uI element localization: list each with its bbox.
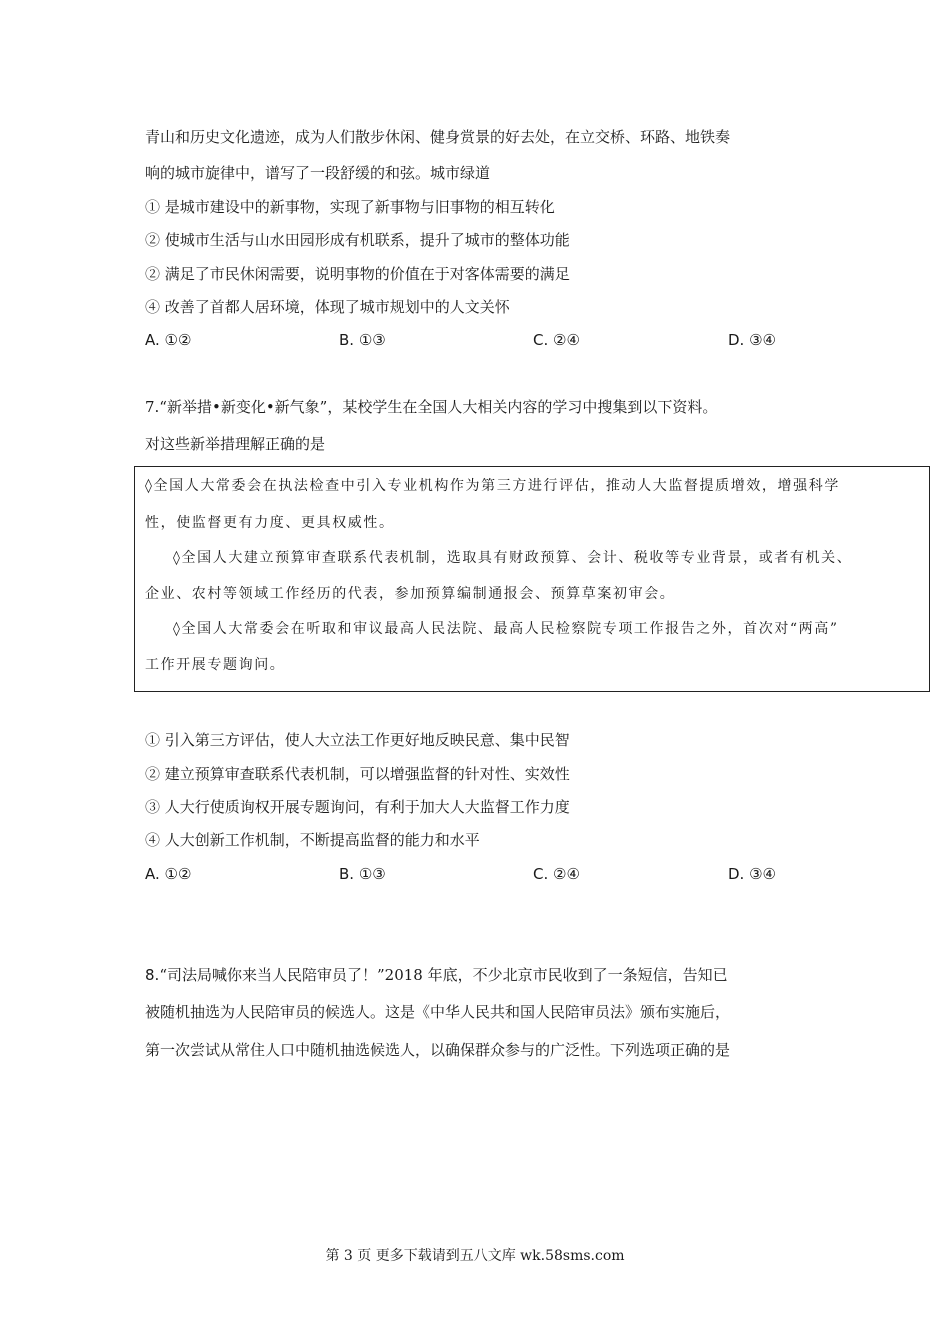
q7-statement: ① 引入第三方评估，使人大立法工作更好地反映民意、集中民智 (145, 731, 570, 749)
q7-material-line: ◊全国人大建立预算审查联系代表机制，选取具有财政预算、会计、税收等专业背景，或者有机关、 (173, 550, 853, 566)
q6-statement: ② 满足了市民休闲需要，说明事物的价值在于对客体需要的满足 (145, 265, 570, 283)
q6-option-b: B. ①③ (339, 331, 386, 349)
q8-stem-line (145, 965, 728, 985)
q7-option-d: D. ③④ (728, 865, 776, 883)
q6-statement: ① 是城市建设中的新事物，实现了新事物与旧事物的相互转化 (145, 198, 555, 216)
q6-option-a: A. ①② (145, 331, 192, 349)
q7-option-a: A. ①② (145, 865, 192, 883)
q7-statement: ④ 人大创新工作机制，不断提高监督的能力和水平 (145, 831, 480, 849)
q7-option-b: B. ①③ (339, 865, 386, 883)
q7-stem-line: 7.“新举措•新变化•新气象”，某校学生在全国人大相关内容的学习中搜集到以下资料。 (145, 398, 718, 416)
q8-first-line: “司法局喊你来当人民陪审员了！”2018 年底，不少北京市民收到了一条短信，告知已 (159, 966, 728, 984)
q6-statement: ④ 改善了首都人居环境，体现了城市规划中的人文关怀 (145, 298, 510, 316)
q8-stem-line: 被随机抽选为人民陪审员的候选人。这是《中华人民共和国人民陪审员法》颁布实施后， (145, 1003, 731, 1021)
q6-stem-line: 青山和历史文化遗迹，成为人们散步休闲、健身赏景的好去处，在立交桥、环路、地铁奏 (145, 128, 731, 146)
q6-option-c: C. ②④ (533, 331, 580, 349)
page-footer: 第 3 页 更多下载请到五八文库 wk.58sms.com (325, 1248, 625, 1264)
q6-statement: ② 使城市生活与山水田园形成有机联系，提升了城市的整体功能 (145, 231, 570, 249)
q7-statement: ③ 人大行使质询权开展专题询问，有利于加大人大监督工作力度 (145, 798, 570, 816)
q7-material-line: 工作开展专题询问。 (145, 657, 286, 673)
q6-stem-line: 响的城市旋律中，谱写了一段舒缓的和弦。城市绿道 (145, 164, 491, 182)
q7-statement: ② 建立预算审查联系代表机制，可以增强监督的针对性、实效性 (145, 765, 570, 783)
q7-option-c: C. ②④ (533, 865, 580, 883)
q7-material-line: 性，使监督更有力度、更具权威性。 (145, 515, 395, 531)
q8-number: 8. (145, 966, 160, 984)
q6-option-d: D. ③④ (728, 331, 776, 349)
q8-stem-line: 第一次尝试从常住人口中随机抽选候选人，以确保群众参与的广泛性。下列选项正确的是 (145, 1041, 731, 1059)
q7-stem-line: 对这些新举措理解正确的是 (145, 435, 326, 453)
q7-material-line: 企业、农村等领域工作经历的代表，参加预算编制通报会、预算草案初审会。 (145, 586, 676, 602)
q7-material-line: ◊全国人大常委会在执法检查中引入专业机构作为第三方进行评估，推动人大监督提质增效，增强科学 (145, 478, 840, 494)
q7-material-line: ◊全国人大常委会在听取和审议最高人民法院、最高人民检察院专项工作报告之外，首次对“两高” (173, 621, 839, 637)
